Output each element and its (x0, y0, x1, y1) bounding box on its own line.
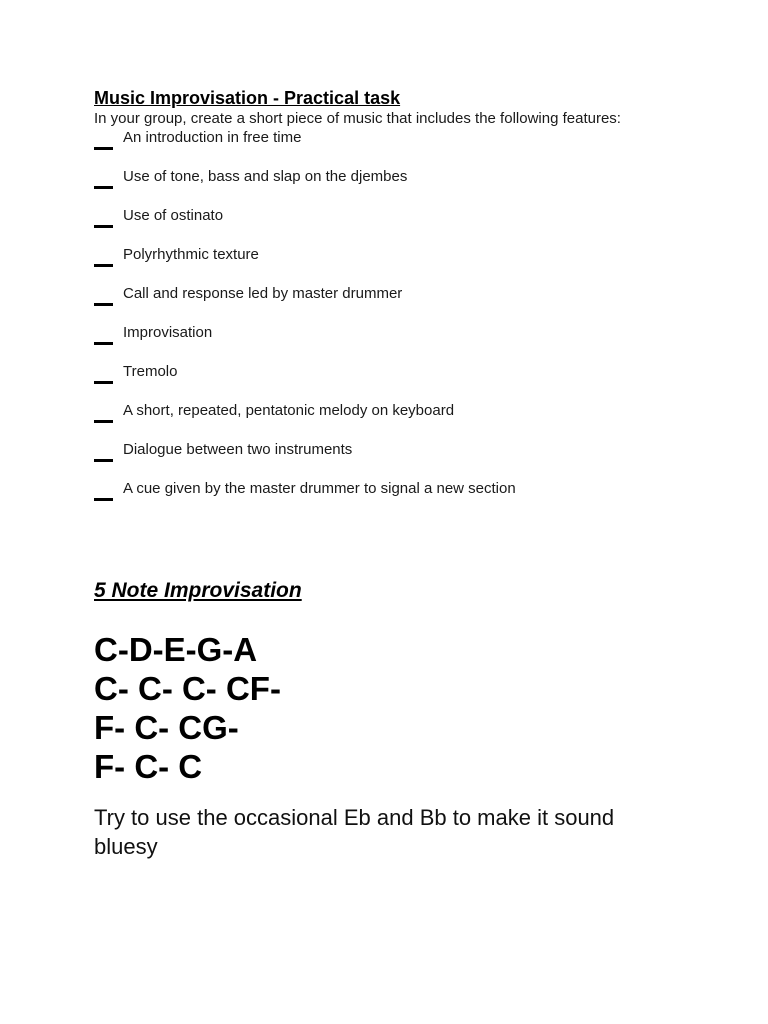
checklist-item-label: Polyrhythmic texture (123, 246, 259, 263)
note-pattern-line: F- C- CG- (94, 709, 239, 746)
checklist-item-label: Improvisation (123, 324, 213, 341)
blank-check-line (94, 342, 113, 345)
blank-check-line (94, 498, 113, 501)
feature-checklist (94, 129, 694, 525)
checklist-item (94, 480, 694, 525)
checklist-item (94, 324, 694, 369)
checklist-item-label: Call and response led by master drummer (123, 285, 403, 302)
blues-tip: Try to use the occasional Eb and Bb to make it sound bluesy (94, 805, 615, 859)
blank-check-line (94, 225, 113, 228)
note-pattern-line: F- C- C (94, 748, 203, 785)
blank-check-line (94, 147, 113, 150)
checklist-item-label: Dialogue between two instruments (123, 441, 353, 458)
checklist-item-label: Use of ostinato (123, 207, 224, 224)
task-intro: In your group, create a short piece of music that includes the following features: (94, 110, 621, 127)
note-pattern-list (94, 630, 281, 786)
blank-check-line (94, 420, 113, 423)
note-pattern-line: C-D-E-G-A (94, 631, 258, 668)
checklist-item-label: Use of tone, bass and slap on the djembes (123, 168, 408, 185)
blank-check-line (94, 381, 113, 384)
checklist-item-label: An introduction in free time (123, 129, 302, 146)
checklist-item-label: A cue given by the master drummer to signal a new section (123, 480, 516, 497)
blank-check-line (94, 459, 113, 462)
checklist-item-label: A short, repeated, pentatonic melody on keyboard (123, 402, 455, 419)
improvisation-heading: 5 Note Improvisation (94, 579, 302, 602)
blank-check-line (94, 264, 113, 267)
note-pattern-line: C- C- C- CF- (94, 670, 281, 707)
task-section (94, 86, 694, 525)
blank-check-line (94, 186, 113, 189)
checklist-item-label: Tremolo (123, 363, 178, 380)
page-title: Music Improvisation - Practical task (94, 88, 401, 108)
blank-check-line (94, 303, 113, 306)
